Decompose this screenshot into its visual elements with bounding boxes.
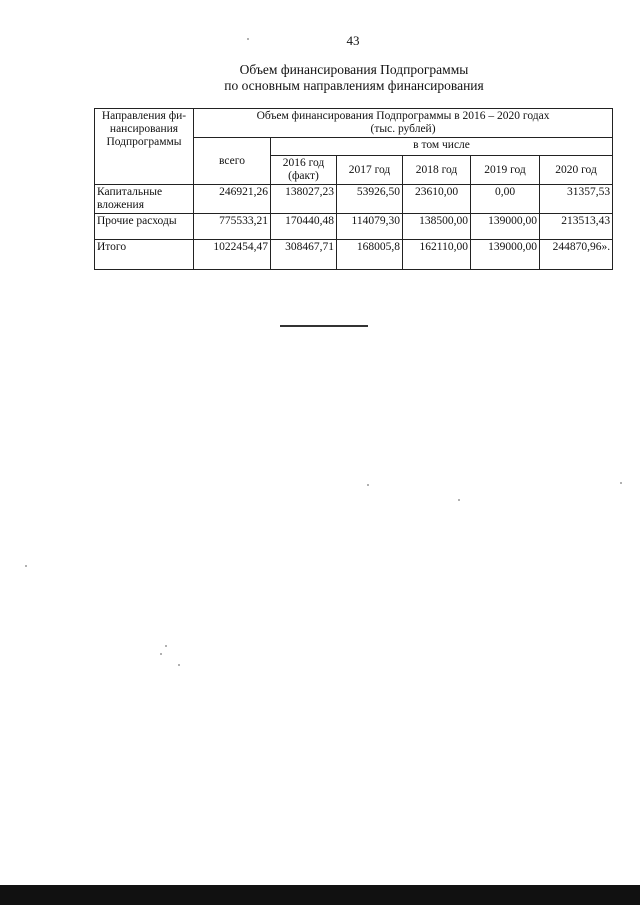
table-row [95,214,613,240]
header-directions-line-1: Направления фи- [101,110,187,122]
header-volume [194,109,613,138]
header-year-2020: 2020 год [540,156,613,185]
row-value-2018: 162110,00 [403,240,471,270]
header-volume-line-2: (тыс. рублей) [370,123,436,135]
row-value-2017: 53926,50 [337,185,403,214]
header-directions-line-3: Подпрограммы [106,136,182,148]
speck [367,484,369,486]
row-label: Прочие расходы [95,214,194,240]
header-including: в том числе [271,138,613,156]
title-line-1: Объем финансирования Подпрограммы [239,62,469,77]
row-label: Итого [95,240,194,270]
speck [160,653,162,655]
row-value-2018: 138500,00 [403,214,471,240]
header-total: всего [194,138,271,185]
row-value-2016: 308467,71 [271,240,337,270]
row-value-2018: 23610,00 [403,185,471,214]
row-value-2020: 213513,43 [540,214,613,240]
table-row [95,185,613,214]
header-directions [95,109,194,185]
table-title [96,62,612,94]
row-value-2016: 170440,48 [271,214,337,240]
title-line-2: по основным направлениям финансирования [224,78,484,93]
header-year-2016-line-2: (факт) [288,170,319,182]
row-value-2020: 244870,96». [540,240,613,270]
header-volume-line-1: Объем финансирования Подпрограммы в 2016 – 2020 годах [256,110,550,122]
row-total: 775533,21 [194,214,271,240]
row-value-2019: 139000,00 [471,214,540,240]
header-year-2016 [271,156,337,185]
speck [620,482,622,484]
speck [178,664,180,666]
row-total: 1022454,47 [194,240,271,270]
row-total: 246921,26 [194,185,271,214]
row-label [95,185,194,214]
section-divider [280,325,368,327]
header-year-2016-line-1: 2016 год [282,157,325,169]
row-value-2019: 0,00 [471,185,540,214]
header-directions-line-2: нансирования [109,123,179,135]
header-year-2017: 2017 год [337,156,403,185]
row-value-2017: 114079,30 [337,214,403,240]
header-year-2019: 2019 год [471,156,540,185]
row-label-line-1: Капитальные [97,186,163,198]
speck [25,565,27,567]
speck [247,38,249,40]
row-value-2016: 138027,23 [271,185,337,214]
page-number: 43 [346,33,360,48]
speck [458,499,460,501]
scan-bottom-band [0,885,640,905]
table-row [95,240,613,270]
speck [165,645,167,647]
row-value-2020: 31357,53 [540,185,613,214]
header-year-2018: 2018 год [403,156,471,185]
row-value-2019: 139000,00 [471,240,540,270]
financing-table [94,108,613,270]
row-value-2017: 168005,8 [337,240,403,270]
row-label-line-2: вложения [97,199,144,211]
